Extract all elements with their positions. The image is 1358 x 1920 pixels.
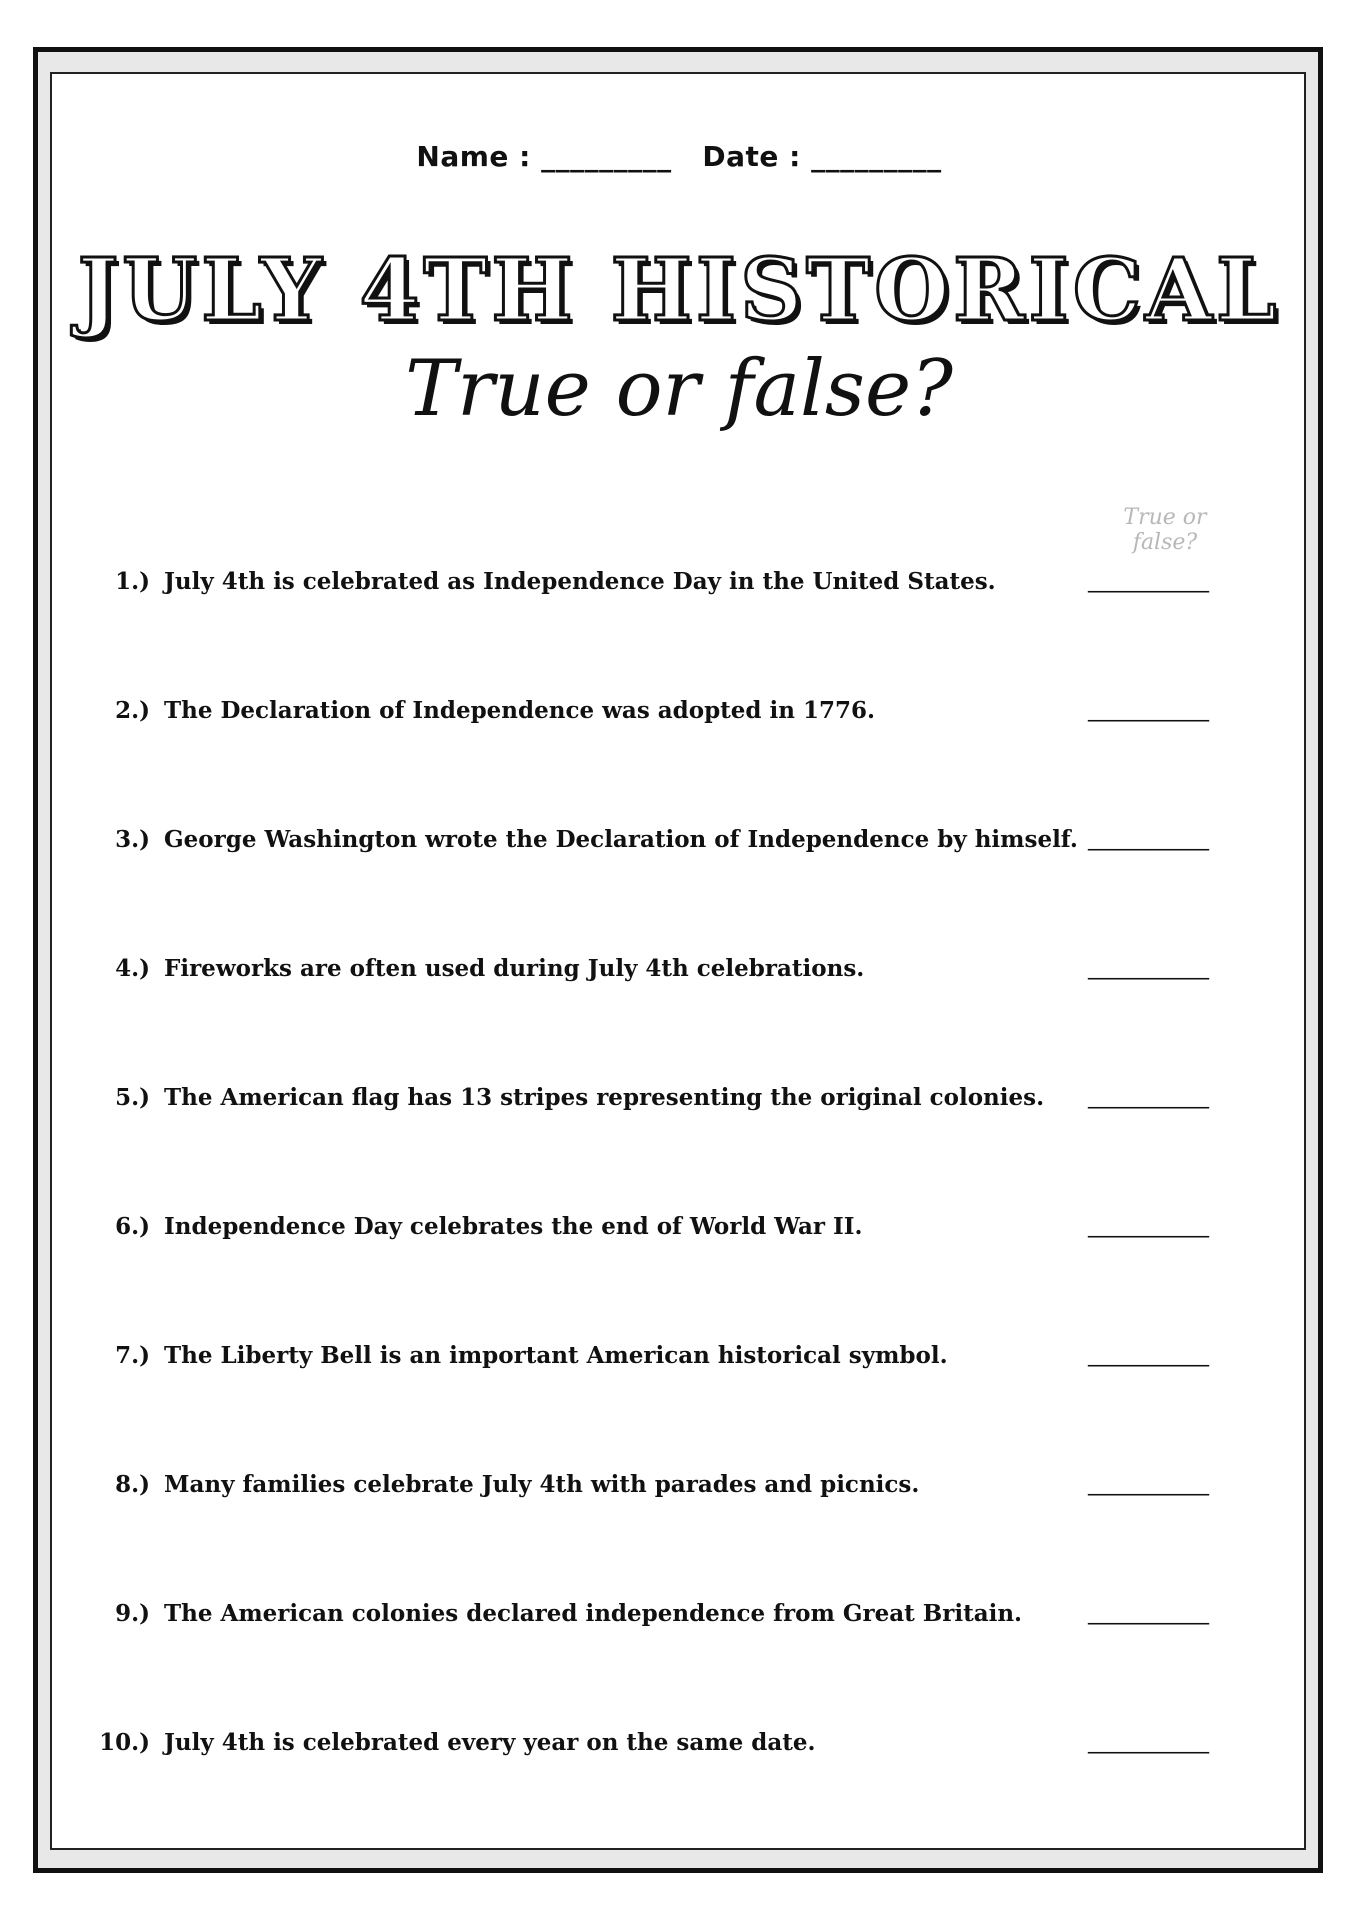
question-row: [0, 568, 1358, 608]
question-text: The American flag has 13 stripes representing the original colonies.: [164, 1084, 1045, 1111]
name-field[interactable]: Name : _________: [416, 140, 672, 173]
answer-blank[interactable]: ___________: [1088, 1729, 1209, 1754]
answer-blank[interactable]: ___________: [1088, 1084, 1209, 1109]
question-number: 10.): [99, 1729, 150, 1756]
answer-blank[interactable]: ___________: [1088, 1471, 1209, 1496]
date-field[interactable]: Date : _________: [702, 140, 942, 173]
question-number: 5.): [115, 1084, 150, 1111]
question-number: 6.): [115, 1213, 150, 1240]
answer-blank[interactable]: ___________: [1088, 568, 1209, 593]
question-number: 1.): [115, 568, 150, 595]
question-text: Many families celebrate July 4th with parades and picnics.: [164, 1471, 920, 1498]
answer-blank[interactable]: ___________: [1088, 826, 1209, 851]
question-number: 2.): [115, 697, 150, 724]
question-text: The Liberty Bell is an important American historical symbol.: [164, 1342, 948, 1369]
question-row: [0, 697, 1358, 737]
question-row: [0, 955, 1358, 995]
answer-column-label: True or false?: [1123, 505, 1207, 555]
question-text: George Washington wrote the Declaration of Independence by himself.: [164, 826, 1078, 853]
answer-blank[interactable]: ___________: [1088, 955, 1209, 980]
answer-blank[interactable]: ___________: [1088, 1342, 1209, 1367]
question-row: [0, 1600, 1358, 1640]
question-row: [0, 1342, 1358, 1382]
worksheet-subtitle: True or false?: [405, 344, 953, 434]
question-number: 4.): [115, 955, 150, 982]
question-number: 3.): [115, 826, 150, 853]
question-row: [0, 1471, 1358, 1511]
question-row: [0, 826, 1358, 866]
question-row: [0, 1213, 1358, 1253]
question-number: 9.): [115, 1600, 150, 1627]
worksheet-title: JULY 4TH HISTORICAL: [77, 240, 1281, 341]
question-row: [0, 1729, 1358, 1769]
question-number: 7.): [115, 1342, 150, 1369]
question-text: The American colonies declared independence from Great Britain.: [164, 1600, 1023, 1627]
answer-blank[interactable]: ___________: [1088, 1213, 1209, 1238]
question-row: [0, 1084, 1358, 1124]
question-text: Fireworks are often used during July 4th celebrations.: [164, 955, 865, 982]
answer-blank[interactable]: ___________: [1088, 697, 1209, 722]
name-date-line: [0, 140, 1358, 173]
answer-blank[interactable]: ___________: [1088, 1600, 1209, 1625]
question-text: July 4th is celebrated every year on the same date.: [164, 1729, 816, 1756]
question-number: 8.): [115, 1471, 150, 1498]
question-text: The Declaration of Independence was adopted in 1776.: [164, 697, 876, 724]
question-text: Independence Day celebrates the end of World War II.: [164, 1213, 863, 1240]
question-text: July 4th is celebrated as Independence Day in the United States.: [164, 568, 996, 595]
